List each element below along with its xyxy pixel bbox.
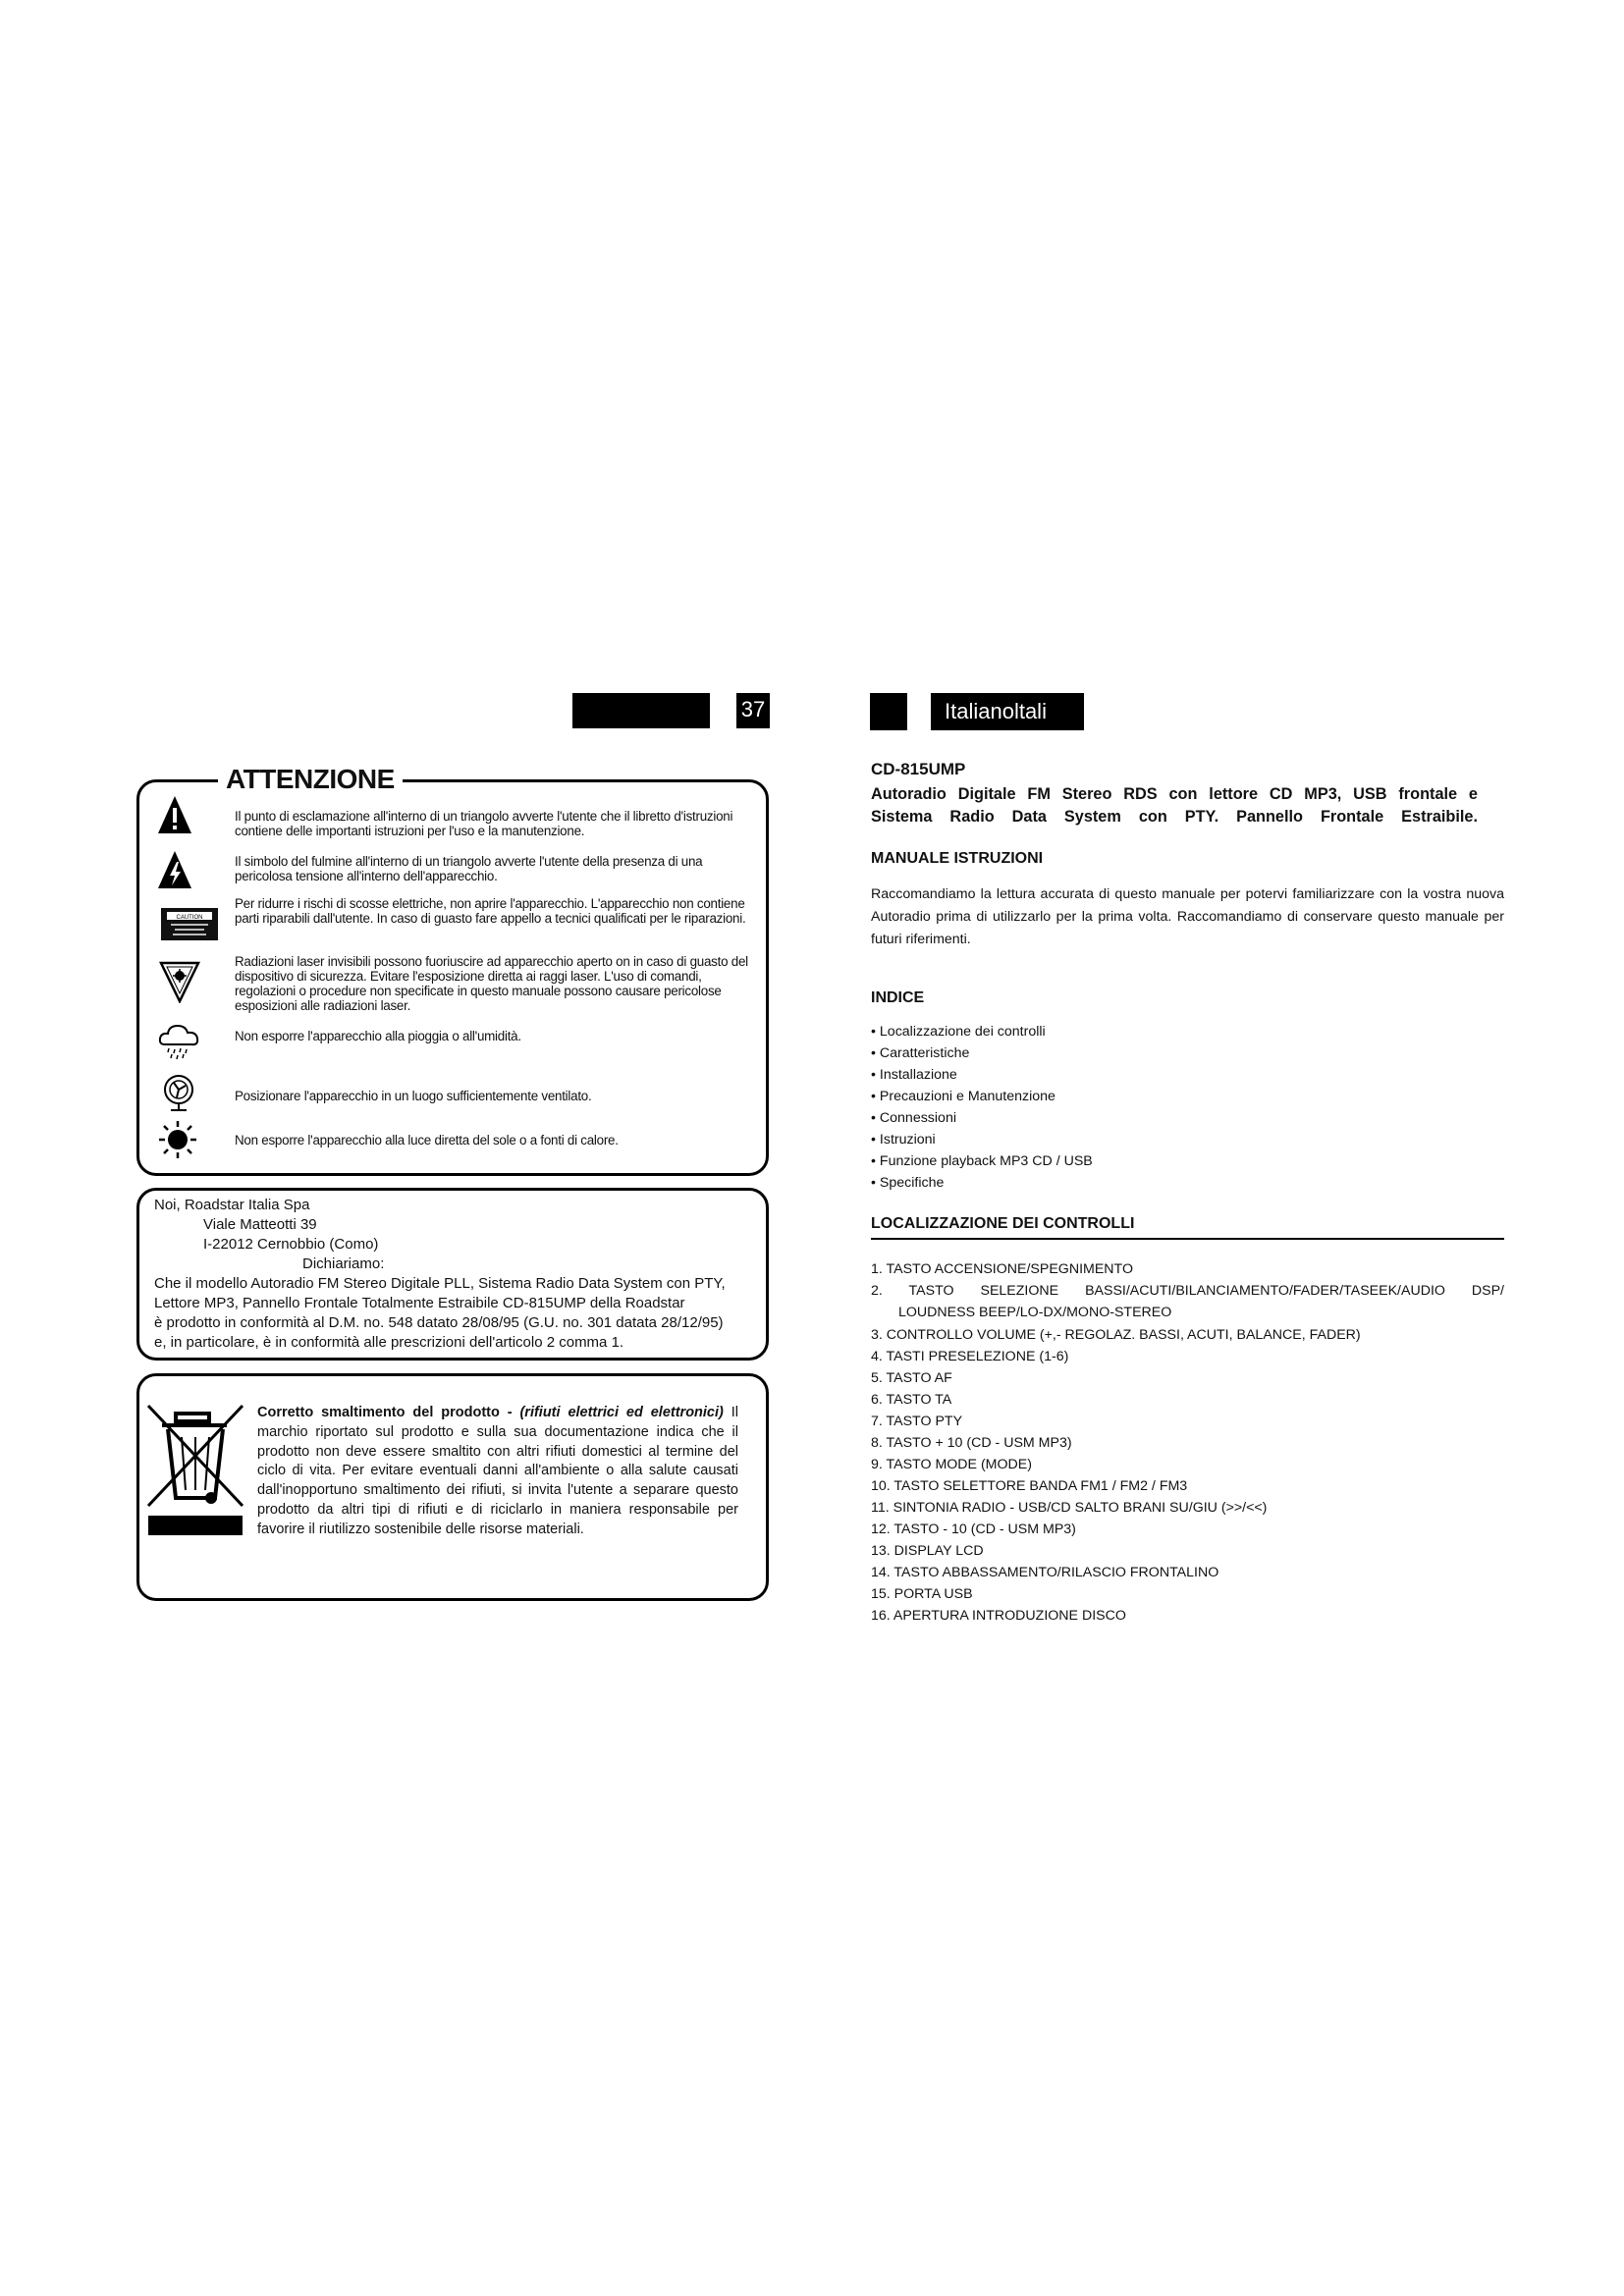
product-model: CD-815UMP bbox=[871, 760, 966, 778]
control-item: 7. TASTO PTY bbox=[871, 1414, 963, 1429]
declaration-line-3: è prodotto in conformità al D.M. no. 548 datato 28/08/95 (G.U. no. 301 datata 28/12/95) bbox=[154, 1314, 724, 1331]
header-square bbox=[870, 693, 907, 730]
rain-cloud-icon bbox=[157, 1021, 200, 1065]
manual-heading: MANUALE ISTRUZIONI bbox=[871, 850, 1044, 867]
exclamation-triangle-icon bbox=[157, 795, 192, 839]
weee-body: Il marchio riportato sul prodotto e sulla sua documentazione indica che il prodotto non deve essere smaltito con altri rifiuti domestici al termine del ciclo di vita. Per evitare eventuali danni all'ambiente o alla salute causati dall'inopportuno smaltimento dei rifiuti, si invita l'utente a separare questo prodotto da altri tipi di rifiuti e di riciclarlo in maniera responsabile per favorire il riutilizzo sostenibile delle risorse materiali. bbox=[257, 1405, 739, 1537]
lightning-triangle-icon bbox=[157, 850, 192, 894]
attenzione-title: ATTENZIONE bbox=[218, 764, 403, 795]
indice-item: • Istruzioni bbox=[871, 1132, 936, 1148]
warning-text-laser: Radiazioni laser invisibili possono fuoriuscire ad apparecchio aperto on in caso di guasto del dispositivo di sicurezza. Evitare l'esposizione diretta ai raggi laser. L'uso di comandi, regolazioni o procedure non specificate in questo manuale possono causare pericolose esposizioni alle radiazioni laser. bbox=[235, 954, 748, 1013]
warning-text-rain: Non esporre l'apparecchio alla pioggia o all'umidità. bbox=[235, 1029, 521, 1043]
weee-text bbox=[257, 1404, 738, 1540]
declaration-dichiariamo: Dichiariamo: bbox=[302, 1255, 385, 1272]
control-item: 16. APERTURA INTRODUZIONE DISCO bbox=[871, 1608, 1126, 1624]
controls-heading-rule bbox=[871, 1238, 1504, 1240]
control-item: 5. TASTO AF bbox=[871, 1370, 952, 1386]
declaration-city: I-22012 Cernobbio (Como) bbox=[203, 1236, 379, 1253]
control-item: 13. DISPLAY LCD bbox=[871, 1543, 984, 1559]
weee-heading-italic: (rifiuti elettrici ed elettronici) bbox=[519, 1405, 724, 1420]
indice-item: • Localizzazione dei controlli bbox=[871, 1024, 1046, 1040]
warning-text-caution: Per ridurre i rischi di scosse elettriche, non aprire l'apparecchio. L'apparecchio non contiene parti riparabili dall'utente. In caso di guasto fare appello a tecnici qualificati per le riparazioni. bbox=[235, 896, 746, 926]
warning-text-lightning: Il simbolo del fulmine all'interno di un triangolo avverte l'utente della presenza di una pericolosa tensione all'interno dell'apparecchio. bbox=[235, 854, 703, 883]
declaration-line-1: Che il modello Autoradio FM Stereo Digitale PLL, Sistema Radio Data System con PTY, bbox=[154, 1275, 726, 1292]
declaration-line-4: e, in particolare, è in conformità alle prescrizioni dell'articolo 2 comma 1. bbox=[154, 1334, 624, 1351]
control-item: 11. SINTONIA RADIO - USB/CD SALTO BRANI SU/GIU (>>/<<) bbox=[871, 1500, 1268, 1516]
indice-item: • Caratteristiche bbox=[871, 1045, 970, 1061]
caution-label-icon bbox=[161, 908, 218, 945]
weee-heading: Corretto smaltimento del prodotto - bbox=[257, 1405, 520, 1420]
control-item: 1. TASTO ACCENSIONE/SPEGNIMENTO bbox=[871, 1261, 1133, 1277]
indice-item: • Precauzioni e Manutenzione bbox=[871, 1089, 1056, 1104]
indice-item: • Connessioni bbox=[871, 1110, 956, 1126]
indice-item: • Funzione playback MP3 CD / USB bbox=[871, 1153, 1093, 1169]
declaration-company: Noi, Roadstar Italia Spa bbox=[154, 1197, 310, 1213]
crossed-bin-icon bbox=[142, 1400, 248, 1542]
control-item: 2. TASTO SELEZIONE BASSI/ACUTI/BILANCIAMENTO/FADER/TASEEK/AUDIO DSP/ bbox=[871, 1283, 1504, 1299]
declaration-line-2: Lettore MP3, Pannello Frontale Totalmente Estraibile CD-815UMP della Roadstar bbox=[154, 1295, 685, 1311]
ventilation-icon bbox=[161, 1074, 196, 1118]
controls-heading: LOCALIZZAZIONE DEI CONTROLLI bbox=[871, 1215, 1135, 1232]
control-item: 6. TASTO TA bbox=[871, 1392, 952, 1408]
control-item: 3. CONTROLLO VOLUME (+,- REGOLAZ. BASSI, ACUTI, BALANCE, FADER) bbox=[871, 1327, 1361, 1343]
control-item: 12. TASTO - 10 (CD - USM MP3) bbox=[871, 1522, 1076, 1537]
sun-icon bbox=[157, 1119, 198, 1165]
control-item: 10. TASTO SELETTORE BANDA FM1 / FM2 / FM3 bbox=[871, 1478, 1188, 1494]
control-item: 15. PORTA USB bbox=[871, 1586, 973, 1602]
indice-item: • Specifiche bbox=[871, 1175, 945, 1191]
warning-text-sun: Non esporre l'apparecchio alla luce diretta del sole o a fonti di calore. bbox=[235, 1133, 619, 1148]
control-item: 14. TASTO ABBASSAMENTO/RILASCIO FRONTALINO bbox=[871, 1565, 1219, 1580]
header-left-bar bbox=[572, 693, 710, 728]
control-item: LOUDNESS BEEP/LO-DX/MONO-STEREO bbox=[898, 1305, 1172, 1320]
manual-paragraph: Raccomandiamo la lettura accurata di questo manuale per potervi familiarizzare con la vostra nuova Autoradio prima di utilizzarlo per la prima volta. Raccomandiamo di conservare questo manuale per futuri riferimenti. bbox=[871, 886, 1504, 947]
laser-warning-icon bbox=[159, 960, 200, 1008]
product-subtitle-1: Autoradio Digitale FM Stereo RDS con lettore CD MP3, USB frontale e bbox=[871, 785, 1478, 803]
declaration-street: Viale Matteotti 39 bbox=[203, 1216, 317, 1233]
control-item: 4. TASTI PRESELEZIONE (1-6) bbox=[871, 1349, 1069, 1364]
indice-heading: INDICE bbox=[871, 989, 925, 1006]
page-number: 37 bbox=[736, 693, 770, 728]
warning-text-ventilation: Posizionare l'apparecchio in un luogo sufficientemente ventilato. bbox=[235, 1089, 592, 1103]
language-tab: Italianoltali bbox=[931, 693, 1084, 730]
control-item: 8. TASTO + 10 (CD - USM MP3) bbox=[871, 1435, 1072, 1451]
product-subtitle-2: Sistema Radio Data System con PTY. Pannello Frontale Estraibile. bbox=[871, 808, 1478, 826]
indice-item: • Installazione bbox=[871, 1067, 957, 1083]
control-item: 9. TASTO MODE (MODE) bbox=[871, 1457, 1032, 1472]
warning-text-exclamation: Il punto di esclamazione all'interno di un triangolo avverte l'utente che il libretto d'istruzioni contiene delle importanti istruzioni per l'uso e la manutenzione. bbox=[235, 809, 733, 838]
svg-text:CAUTION: CAUTION bbox=[176, 915, 203, 921]
